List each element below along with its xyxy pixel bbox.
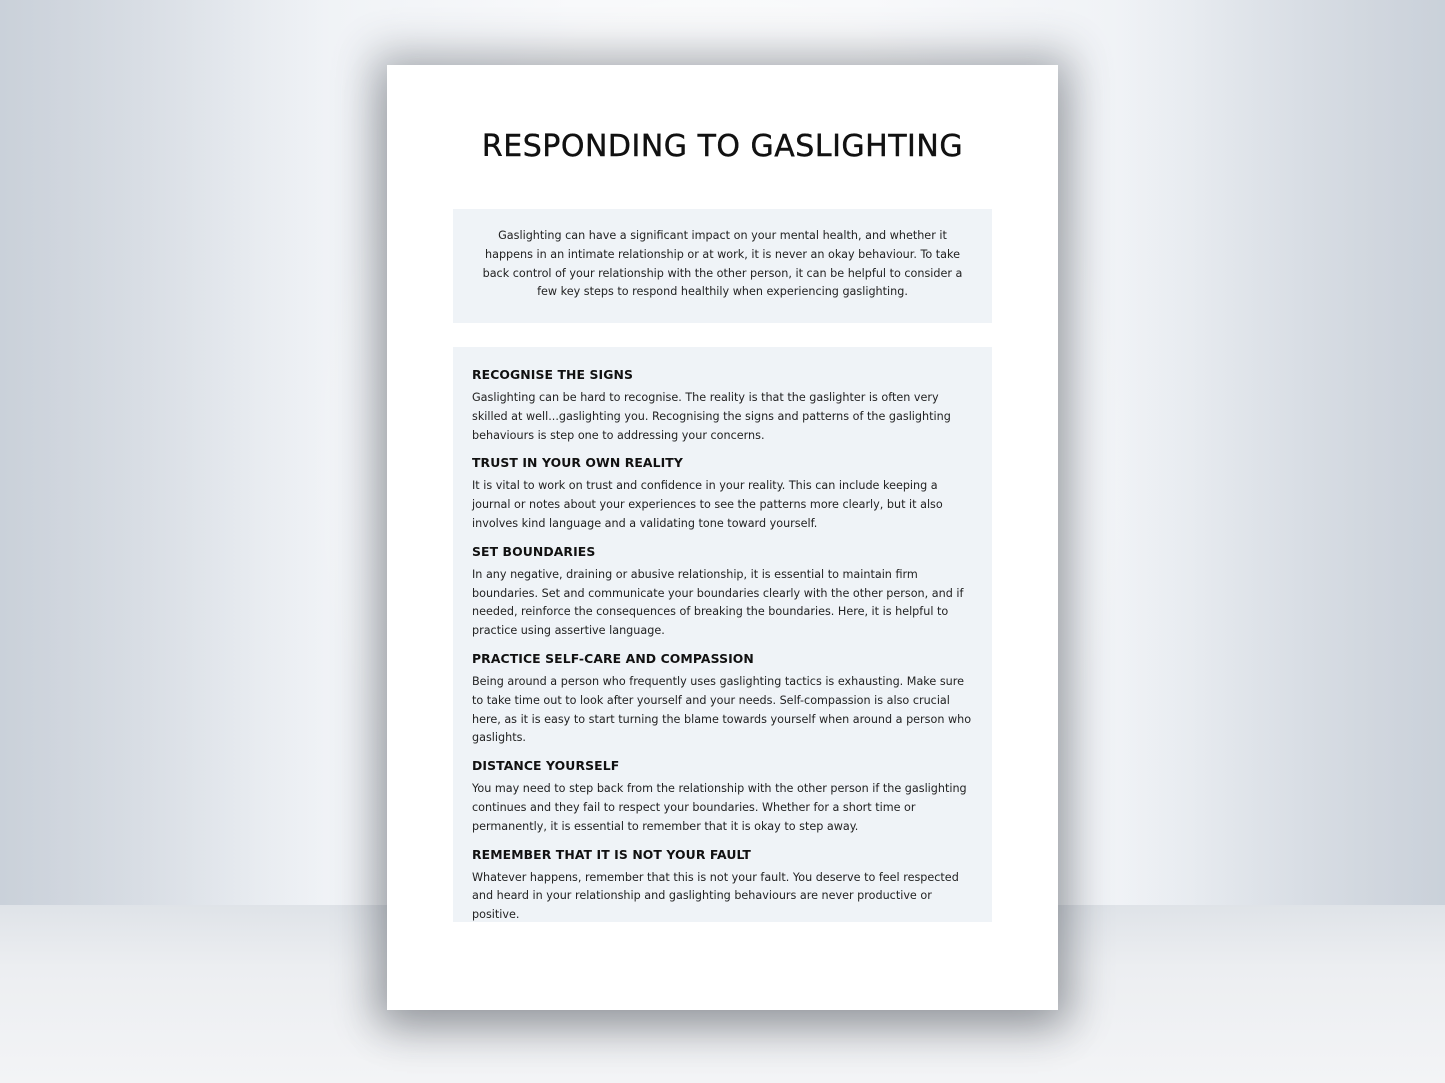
step-text: Being around a person who frequently uses gaslighting tactics is exhausting. Make sure to take time out to look after yourself and your needs. Self-compassion is also crucial here, as it is easy to start turning the blame towards yourself when around a person who gaslights. (472, 674, 972, 745)
step-distance-yourself (472, 757, 972, 836)
intro-box (453, 209, 992, 323)
step-heading: PRACTICE SELF-CARE AND COMPASSION (472, 650, 754, 666)
wall-shade-right (1115, 0, 1445, 905)
step-heading: SET BOUNDARIES (472, 543, 596, 559)
intro-text: Gaslighting can have a significant impact on your mental health, and whether it happens in an intimate relationship or at work, it is never an okay behaviour. To take back control of your relationship with the other person, it can be helpful to consider a few key steps to respond healthily when experiencing gaslighting. (482, 229, 963, 299)
step-heading: REMEMBER THAT IT IS NOT YOUR FAULT (472, 846, 751, 862)
step-set-boundaries (472, 543, 972, 641)
step-text: Gaslighting can be hard to recognise. The reality is that the gaslighter is often very skilled at well...gaslighting you. Recognising the signs and patterns of the gaslighting behaviours is step one to addressing your concerns. (472, 391, 951, 442)
page-title: RESPONDING TO GASLIGHTING (481, 129, 964, 164)
step-trust-in-your-own-reality (472, 454, 972, 533)
step-heading: TRUST IN YOUR OWN REALITY (472, 455, 683, 471)
wall-shade-left (0, 0, 330, 905)
step-heading: DISTANCE YOURSELF (472, 758, 620, 774)
step-not-your-fault (472, 846, 972, 925)
step-recognise-the-signs (472, 366, 972, 445)
step-text: Whatever happens, remember that this is not your fault. You deserve to feel respected and heard in your relationship and gaslighting behaviours are never productive or positive. (472, 870, 959, 922)
step-text: In any negative, draining or abusive relationship, it is essential to maintain firm boundaries. Set and communicate your boundaries clearly with the other person, and if needed, reinforce the consequences of breaking the boundaries. Here, it is helpful to practice using assertive language. (472, 567, 964, 638)
step-text: You may need to step back from the relationship with the other person if the gaslighting continues and they fail to respect your boundaries. Whether for a short time or permanently, it is essential to remember that it is okay to step away. (472, 782, 967, 833)
step-heading: RECOGNISE THE SIGNS (472, 367, 633, 382)
step-text: It is vital to work on trust and confidence in your reality. This can include keeping a journal or notes about your experiences to see the patterns more clearly, but it also involves kind language and a validating tone toward yourself. (472, 479, 943, 530)
step-practice-self-care (472, 650, 972, 748)
document-page (387, 65, 1058, 1010)
steps-box (453, 347, 992, 922)
